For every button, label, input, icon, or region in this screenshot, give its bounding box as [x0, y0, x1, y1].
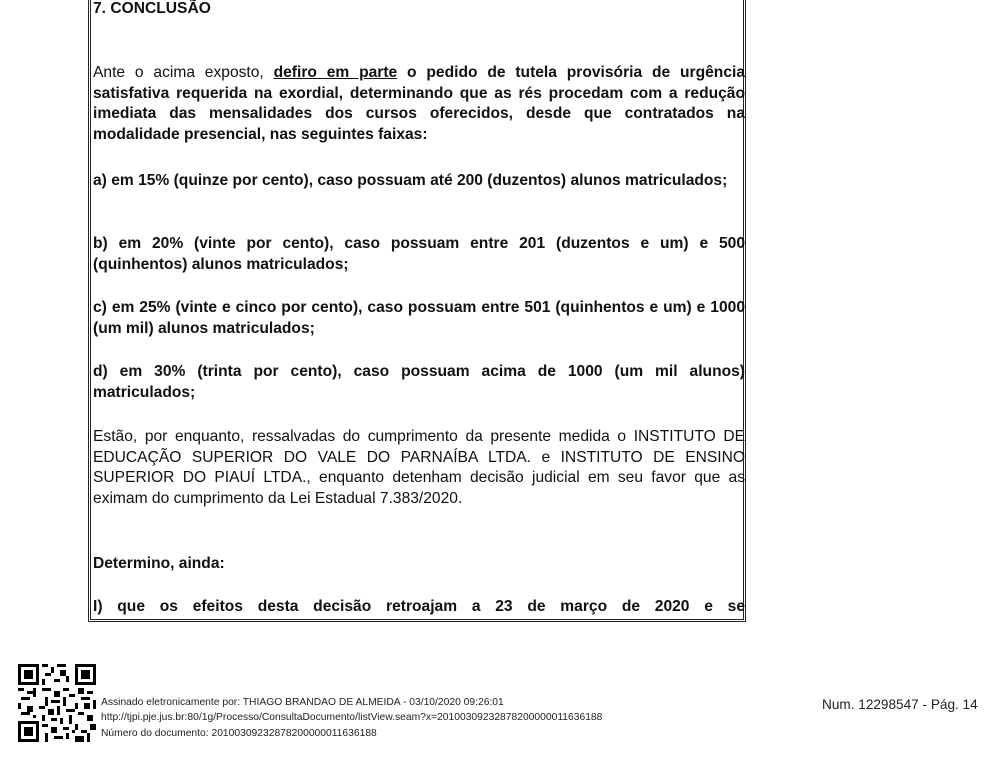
signature-info: [101, 695, 602, 741]
paragraph-rest: o pedido de tutela provisória de urgência satisfativa requerida na exordial, determinando que as rés procedam com a redução imediata das mensalidades dos cursos oferecidos, desde que contratados na modalidade presencial, nas seguintes faixas:: [93, 64, 745, 143]
item-a: a) em 15% (quinze por cento), caso possuam até 200 (duzentos) alunos matriculados;: [93, 172, 728, 189]
section-heading: 7. CONCLUSÃO: [93, 0, 211, 17]
conclusion-paragraph: [93, 63, 745, 145]
item-b: b) em 20% (vinte por cento), caso possuam entre 201 (duzentos e um) e 500 (quinhentos) alunos matriculados;: [93, 235, 745, 273]
item-c: c) em 25% (vinte e cinco por cento), caso possuam entre 501 (quinhentos e um) e 1000 (um mil) alunos matriculados;: [93, 299, 745, 337]
defiro-em-parte-text: defiro em parte: [273, 64, 398, 81]
document-number: Número do documento: 20100309232878200000011636188: [101, 727, 377, 739]
determino-heading: Determino, ainda:: [93, 555, 225, 572]
document-url[interactable]: http://tjpi.pje.jus.br:80/1g/Processo/ConsultaDocumento/listView.seam?x=20100309232878200000011636188: [101, 712, 603, 724]
item-i: I) que os efeitos desta decisão retroajam a 23 de março de 2020 e se: [93, 598, 745, 615]
exceptions-paragraph: Estão, por enquanto, ressalvadas do cumprimento da presente medida o INSTITUTO DE EDUCAÇÃO SUPERIOR DO VALE DO PARNAÍBA LTDA. e INSTITUTO DE ENSINO SUPERIOR DO PIAUÍ LTDA., enquanto detenham decisão judicial em seu favor que as eximam do cumprimento da Lei Estadual 7.383/2020.: [93, 428, 745, 507]
qr-code-icon: [18, 664, 96, 742]
page-number: Num. 12298547 - Pág. 14: [822, 697, 978, 712]
item-d: d) em 30% (trinta por cento), caso possuam acima de 1000 (um mil alunos) matriculados;: [93, 363, 745, 401]
paragraph-lead: Ante o acima exposto,: [93, 64, 274, 81]
signed-by-line: Assinado eletronicamente por: THIAGO BRANDAO DE ALMEIDA - 03/10/2020 09:26:01: [101, 697, 504, 708]
